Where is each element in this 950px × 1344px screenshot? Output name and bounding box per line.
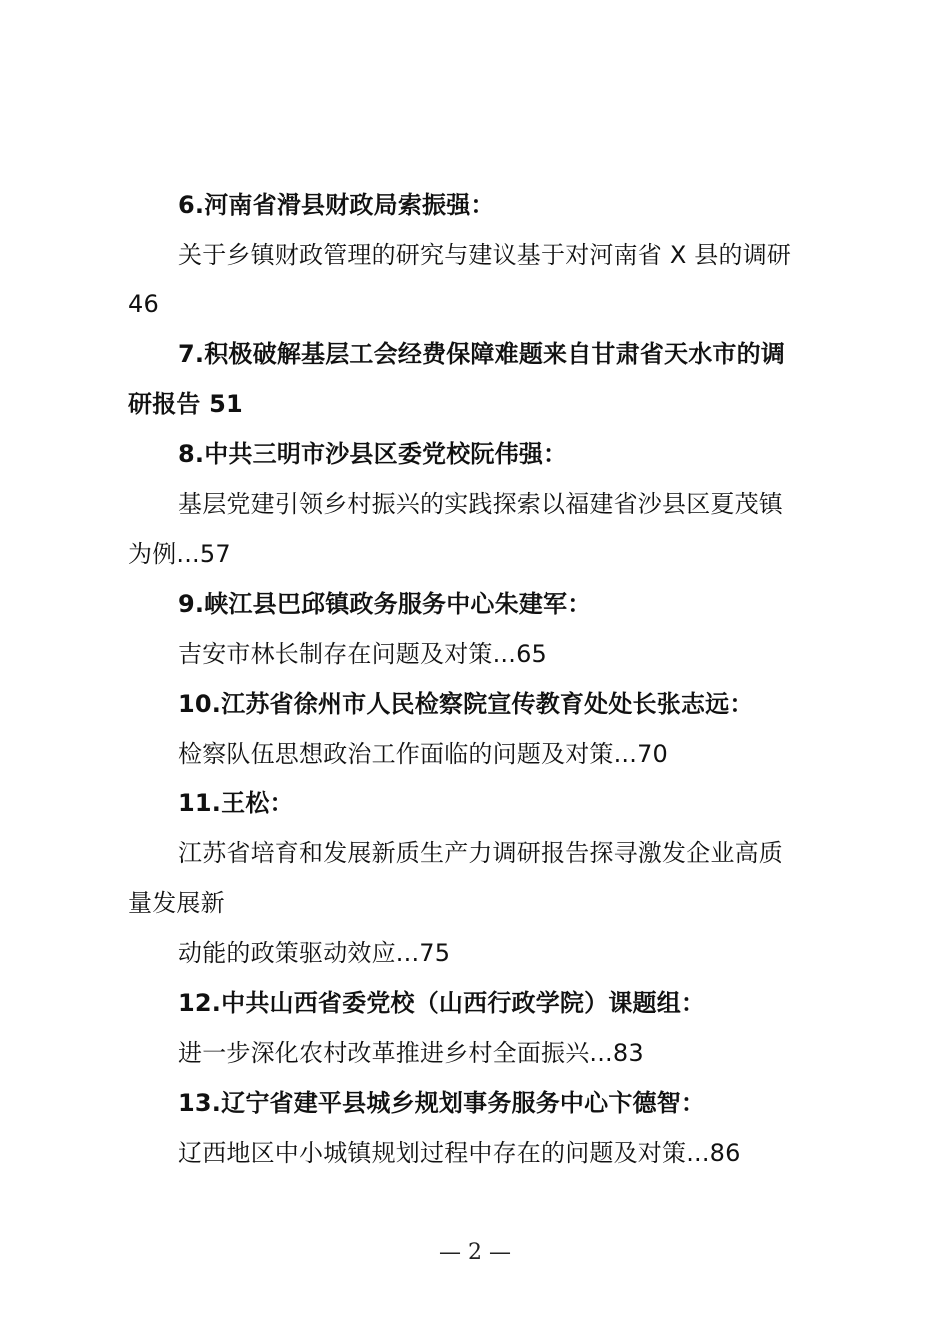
entry-13-heading: 13.辽宁省建平县城乡规划事务服务中心卞德智： (178, 1089, 706, 1117)
entry-7-heading-line-1: 7.积极破解基层工会经费保障难题来自甘肃省天水市的调 (178, 340, 786, 368)
entry-8-title-line-2: 为例...57 (128, 540, 231, 568)
entry-11-title-line-1: 江苏省培育和发展新质生产力调研报告探寻激发企业高质 (178, 839, 783, 867)
entry-10-heading: 10.江苏省徐州市人民检察院宣传教育处处长张志远： (178, 690, 754, 718)
entry-6-title-line-2: 46 (128, 290, 159, 318)
entry-10-title: 检察队伍思想政治工作面临的问题及对策...70 (178, 740, 669, 768)
entry-6-heading: 6.河南省滑县财政局索振强： (178, 191, 495, 219)
entry-12-title: 进一步深化农村改革推进乡村全面振兴...83 (178, 1039, 644, 1067)
entry-9-title: 吉安市林长制存在问题及对策...65 (178, 640, 548, 668)
entry-11-title-line-2: 量发展新 (128, 889, 225, 917)
entry-9-heading: 9.峡江县巴邱镇政务服务中心朱建军： (178, 590, 592, 618)
page-number: — 2 — (439, 1240, 511, 1265)
entry-11-title-line-3: 动能的政策驱动效应...75 (178, 939, 451, 967)
entry-8-title-line-1: 基层党建引领乡村振兴的实践探索以福建省沙县区夏茂镇 (178, 490, 783, 518)
entry-8-heading: 8.中共三明市沙县区委党校阮伟强： (178, 440, 568, 468)
entry-11-heading: 11.王松： (178, 789, 294, 817)
entry-13-title: 辽西地区中小城镇规划过程中存在的问题及对策...86 (178, 1139, 741, 1167)
entry-12-heading: 12.中共山西省委党校（山西行政学院）课题组： (178, 989, 706, 1017)
entry-6-title-line-1: 关于乡镇财政管理的研究与建议基于对河南省 X 县的调研 (178, 241, 792, 269)
entry-7-heading-line-2: 研报告 51 (128, 390, 243, 418)
